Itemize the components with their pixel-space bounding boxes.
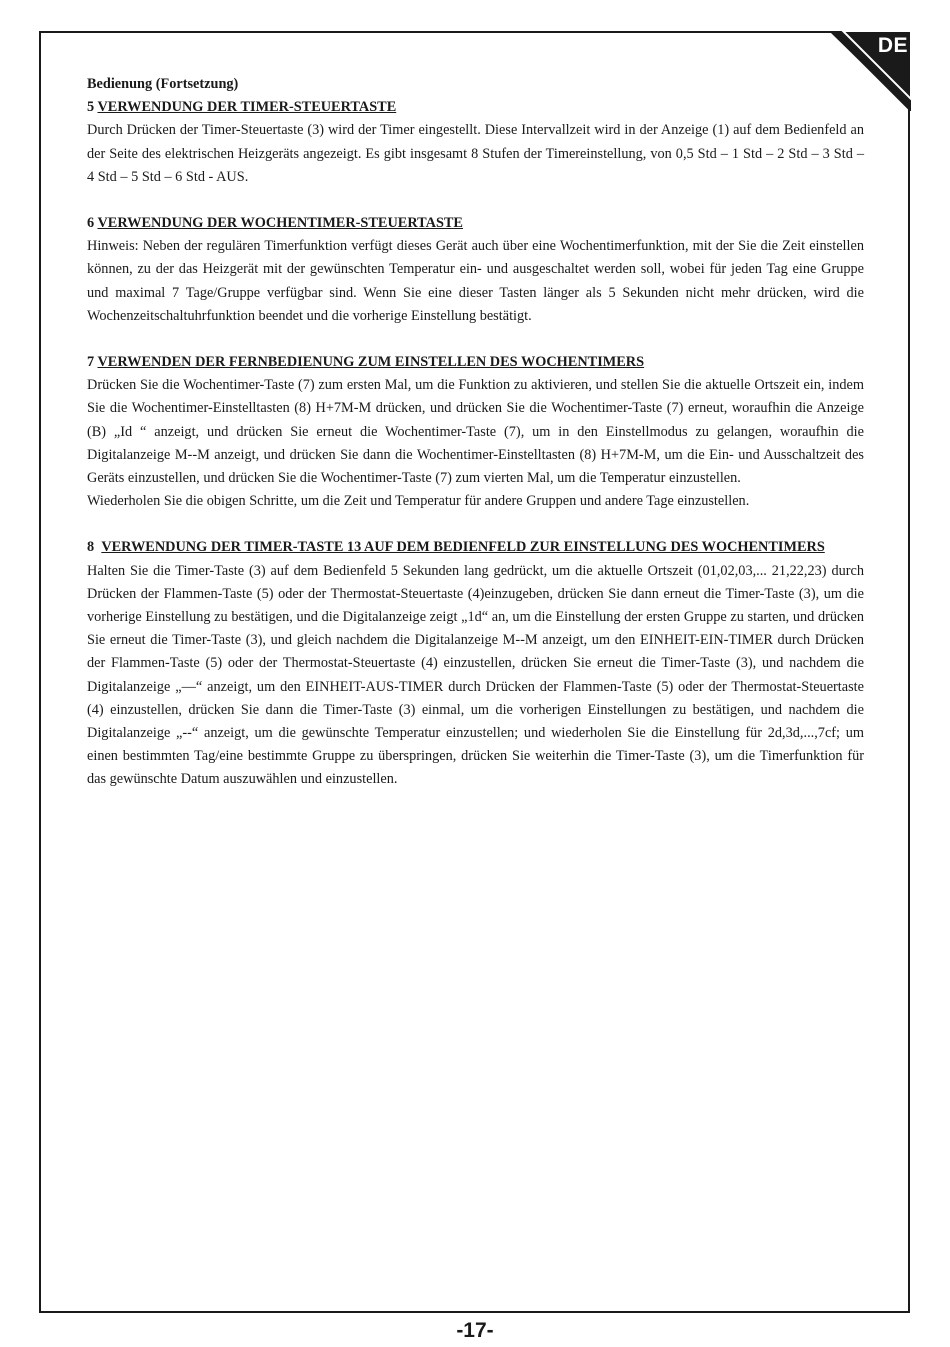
section-number: 8 [87, 539, 95, 556]
section-number: 7 [87, 354, 95, 371]
language-label: DE [877, 34, 908, 57]
document-body [87, 73, 864, 815]
intro-heading: Bedienung (Fortsetzung) [87, 76, 239, 92]
section-paragraph: Wiederholen Sie die obigen Schritte, um die Zeit und Temperatur für andere Gruppen und andere Tage einzustellen. [87, 493, 750, 510]
section-title: VERWENDUNG DER TIMER-STEUERTASTE [97, 99, 397, 116]
section-title: VERWENDEN DER FERNBEDIENUNG ZUM EINSTELLEN DES WOCHENTIMERS [97, 354, 645, 371]
section-heading [87, 351, 864, 374]
section-8 [87, 536, 864, 791]
section-paragraph: Durch Drücken der Timer-Steuertaste (3) wird der Timer eingestellt. Diese Intervallzeit wird in der Anzeige (1) auf dem Bedienfeld an der Seite des elektrischen Heizgeräts angezeigt. Es gibt insgesamt 8 Stufen der Timereinstellung, von 0,5 Std – 1 Std – 2 Std – 3 Std – 4 Std – 5 Std – 6 Std - AUS. [87, 122, 864, 185]
section-number: 5 [87, 99, 95, 116]
section-7 [87, 351, 864, 513]
section-paragraph: Hinweis: Neben der regulären Timerfunktion verfügt dieses Gerät auch über eine Wochentimerfunktion, mit der Sie die Zeit einstellen können, zu der das Heizgerät mit der gewünschten Temperatur ein- und ausgeschaltet werden soll, wobei für jeden Tag eine Gruppe und maximal 7 Tage/Gruppe verfügbar sind. Wenn Sie eine dieser Tasten länger als 5 Sekunden nicht mehr drücken, wird die Wochenzeitschaltuhrfunktion beendet und die vorherige Einstellung bestätigt. [87, 238, 864, 324]
section-paragraph: Halten Sie die Timer-Taste (3) auf dem Bedienfeld 5 Sekunden lang gedrückt, um die aktuelle Ortszeit (01,02,03,... 21,22,23) durch Drücken der Flammen-Taste (5) oder der Thermostat-Steuertaste (4)einzugeben, drücken Sie dann erneut die Timer-Taste (3), um die vorherige Einstellung zu bestätigen, und die Digitalanzeige zeigt „1d“ an, um die Einstellung der ersten Gruppe zu starten, und drücken Sie erneut die Timer-Taste (3), und gleich nachdem die Digitalanzeige M--M anzeigt, um den EINHEIT-EIN-TIMER durch Drücken der Flammen-Taste (5) oder der Thermostat-Steuertaste (4) einzustellen, drücken Sie erneut die Timer-Taste (3), und nachdem die Digitalanzeige „—“ anzeigt, um den EINHEIT-AUS-TIMER durch Drücken der Flammen-Taste (5) oder der Thermostat-Steuertaste (4) einzustellen, drücken Sie dann die Timer-Taste (3) einmal, um die vorherigen Einstellungen zu bestätigen, und nachdem die Digitalanzeige „--“ anzeigt, um die gewünschte Temperatur einzustellen; und wiederholen Sie die Einstellung für 2d,3d,...,7cf; um einen bestimmten Tag/eine bestimmte Gruppe zu überspringen, drücken Sie weiterhin die Timer-Taste (3), um die Timerfunktion für das gewünschte Datum auszuwählen und einzustellen. [87, 562, 864, 788]
section-number: 6 [87, 215, 95, 232]
section-6 [87, 212, 864, 328]
section-heading [87, 96, 864, 119]
section-title: VERWENDUNG DER WOCHENTIMER-STEUERTASTE [97, 215, 463, 232]
section-heading [87, 212, 864, 235]
section-5 [87, 96, 864, 189]
section-paragraph: Drücken Sie die Wochentimer-Taste (7) zum ersten Mal, um die Funktion zu aktivieren, und stellen Sie die aktuelle Ortszeit ein, indem Sie die Wochentimer-Einstelltasten (8) H+7M-M drücken, und drücken Sie die Wochentimer-Taste (7) erneut, woraufhin die Anzeige (B) „Id “ anzeigt, und drücken Sie erneut die Wochentimer-Taste (7), um in den Einstellmodus zu gelangen, woraufhin die Digitalanzeige M--M anzeigt, und drücken Sie dann die Wochentimer-Einstelltasten (8) H+7M-M, um die Ein- und Ausschaltzeit des Geräts einzustellen, und drücken Sie die Wochentimer-Taste (7) zum vierten Mal, um die Temperatur einzustellen. [87, 377, 864, 487]
section-title: VERWENDUNG DER TIMER-TASTE 13 AUF DEM BEDIENFELD ZUR EINSTELLUNG DES WOCHENTIMERS [101, 539, 825, 556]
section-heading [87, 536, 864, 559]
page-number: -17- [456, 1319, 494, 1342]
